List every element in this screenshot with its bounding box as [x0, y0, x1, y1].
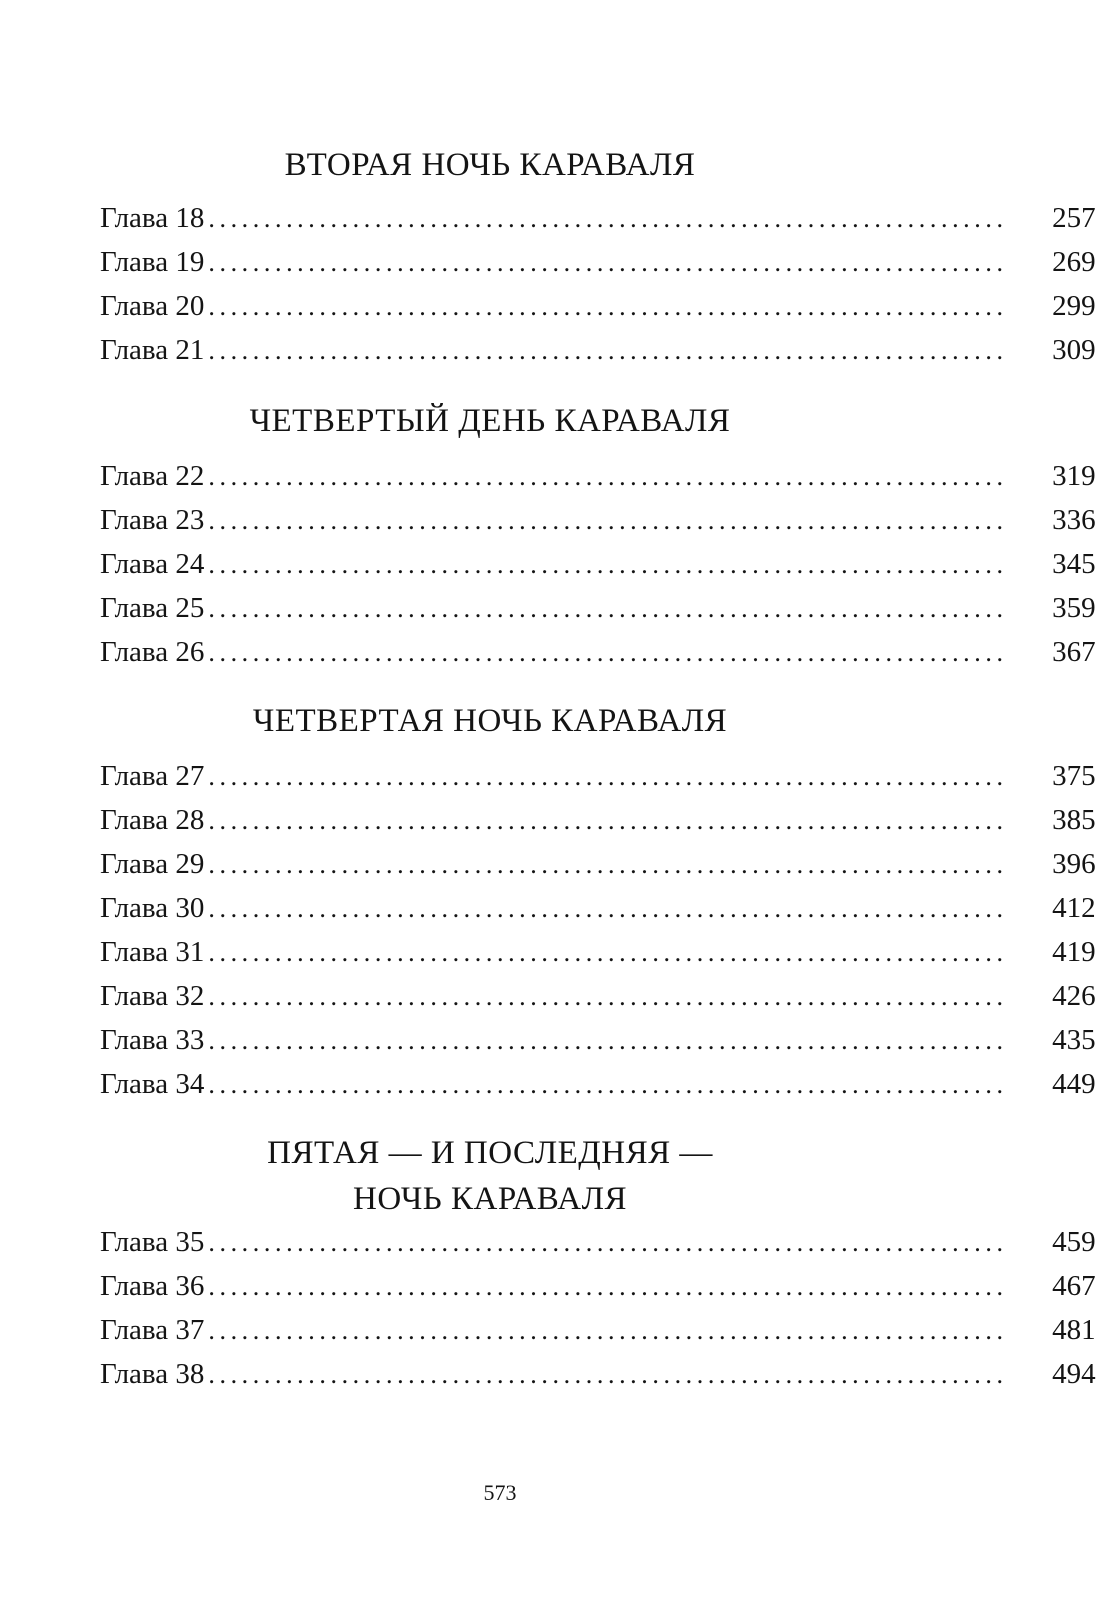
section-title-line: ПЯТАЯ — И ПОСЛЕДНЯЯ —: [267, 1135, 713, 1171]
chapter-label: Глава 32: [100, 980, 205, 1012]
page-number: 435: [1052, 1024, 1096, 1056]
chapter-list: [100, 454, 1096, 674]
dot-leader: ........................................................................: [208, 1070, 1008, 1099]
page-number: 494: [1052, 1358, 1096, 1390]
chapter-list: [100, 1220, 1096, 1396]
dot-leader: ........................................................................: [208, 204, 1008, 233]
dot-leader: ........................................................................: [208, 850, 1008, 879]
chapter-label: Глава 35: [100, 1226, 205, 1258]
dot-leader: ........................................................................: [208, 462, 1008, 491]
chapter-label: Глава 22: [100, 460, 205, 492]
dot-leader: ........................................................................: [208, 550, 1008, 579]
page-number: 467: [1052, 1270, 1096, 1302]
chapter-label: Глава 36: [100, 1270, 205, 1302]
dot-leader: ........................................................................: [208, 1360, 1008, 1389]
chapter-label: Глава 38: [100, 1358, 205, 1390]
section-title: [60, 698, 920, 744]
section-title: [60, 142, 920, 188]
dot-leader: ........................................................................: [208, 762, 1008, 791]
page-number: 319: [1052, 460, 1096, 492]
page-number: 309: [1052, 334, 1096, 366]
chapter-label: Глава 29: [100, 848, 205, 880]
page-number: 269: [1052, 246, 1096, 278]
page-number: 426: [1052, 980, 1096, 1012]
section-title-line: НОЧЬ КАРАВАЛЯ: [353, 1181, 627, 1217]
chapter-label: Глава 26: [100, 636, 205, 668]
dot-leader: ........................................................................: [208, 1026, 1008, 1055]
page-number: 385: [1052, 804, 1096, 836]
chapter-list: [100, 754, 1096, 1106]
chapter-label: Глава 21: [100, 334, 205, 366]
section-title-line: ВТОРАЯ НОЧЬ КАРАВАЛЯ: [284, 147, 696, 183]
toc-entry[interactable]: [100, 798, 1096, 842]
toc-entry[interactable]: [100, 1220, 1096, 1264]
page-number: 359: [1052, 592, 1096, 624]
page-folio: 573: [483, 1480, 517, 1505]
section-title: [60, 1130, 920, 1222]
page-number: 396: [1052, 848, 1096, 880]
toc-entry[interactable]: [100, 630, 1096, 674]
dot-leader: ........................................................................: [208, 336, 1008, 365]
section-title: [60, 398, 920, 444]
dot-leader: ........................................................................: [208, 938, 1008, 967]
chapter-label: Глава 23: [100, 504, 205, 536]
page-number: 375: [1052, 760, 1096, 792]
toc-entry[interactable]: [100, 196, 1096, 240]
chapter-label: Глава 19: [100, 246, 205, 278]
section-title-line: ЧЕТВЕРТАЯ НОЧЬ КАРАВАЛЯ: [252, 703, 728, 739]
dot-leader: ........................................................................: [208, 806, 1008, 835]
dot-leader: ........................................................................: [208, 894, 1008, 923]
page-number: 299: [1052, 290, 1096, 322]
chapter-label: Глава 37: [100, 1314, 205, 1346]
page-number: 257: [1052, 202, 1096, 234]
toc-entry[interactable]: [100, 842, 1096, 886]
toc-entry[interactable]: [100, 974, 1096, 1018]
chapter-list: [100, 196, 1096, 372]
toc-entry[interactable]: [100, 498, 1096, 542]
chapter-label: Глава 18: [100, 202, 205, 234]
toc-entry[interactable]: [100, 1308, 1096, 1352]
toc-entry[interactable]: [100, 284, 1096, 328]
dot-leader: ........................................................................: [208, 292, 1008, 321]
toc-entry[interactable]: [100, 454, 1096, 498]
chapter-label: Глава 20: [100, 290, 205, 322]
page-number: 449: [1052, 1068, 1096, 1100]
toc-entry[interactable]: [100, 754, 1096, 798]
chapter-label: Глава 28: [100, 804, 205, 836]
chapter-label: Глава 31: [100, 936, 205, 968]
toc-entry[interactable]: [100, 1264, 1096, 1308]
dot-leader: ........................................................................: [208, 506, 1008, 535]
page-number: 345: [1052, 548, 1096, 580]
page-number: 412: [1052, 892, 1096, 924]
toc-entry[interactable]: [100, 542, 1096, 586]
page-number: 367: [1052, 636, 1096, 668]
chapter-label: Глава 24: [100, 548, 205, 580]
dot-leader: ........................................................................: [208, 248, 1008, 277]
toc-entry[interactable]: [100, 1352, 1096, 1396]
dot-leader: ........................................................................: [208, 638, 1008, 667]
toc-entry[interactable]: [100, 240, 1096, 284]
toc-entry[interactable]: [100, 886, 1096, 930]
chapter-label: Глава 27: [100, 760, 205, 792]
page-number: 419: [1052, 936, 1096, 968]
dot-leader: ........................................................................: [208, 594, 1008, 623]
dot-leader: ........................................................................: [208, 1228, 1008, 1257]
chapter-label: Глава 25: [100, 592, 205, 624]
chapter-label: Глава 34: [100, 1068, 205, 1100]
toc-entry[interactable]: [100, 1018, 1096, 1062]
chapter-label: Глава 30: [100, 892, 205, 924]
dot-leader: ........................................................................: [208, 1316, 1008, 1345]
dot-leader: ........................................................................: [208, 1272, 1008, 1301]
toc-entry[interactable]: [100, 1062, 1096, 1106]
chapter-label: Глава 33: [100, 1024, 205, 1056]
toc-entry[interactable]: [100, 930, 1096, 974]
toc-entry[interactable]: [100, 586, 1096, 630]
page-number: 336: [1052, 504, 1096, 536]
dot-leader: ........................................................................: [208, 982, 1008, 1011]
page-number: 481: [1052, 1314, 1096, 1346]
section-title-line: ЧЕТВЕРТЫЙ ДЕНЬ КАРАВАЛЯ: [249, 403, 731, 439]
toc-entry[interactable]: [100, 328, 1096, 372]
page-number: 459: [1052, 1226, 1096, 1258]
